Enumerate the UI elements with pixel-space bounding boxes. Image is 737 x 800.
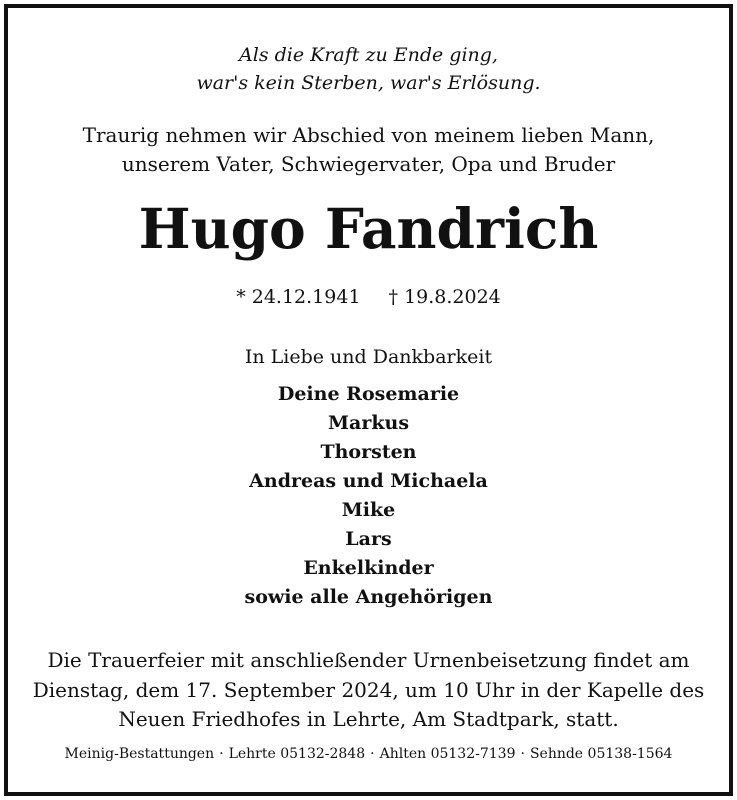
contact-ahlten: Ahlten 05132-7139: [379, 746, 516, 762]
intro-line-1: Traurig nehmen wir Abschied von meinem lieben Mann,: [82, 123, 655, 147]
footer-separator: ·: [370, 746, 375, 762]
death-date: † 19.8.2024: [388, 286, 501, 308]
service-line-2: Dienstag, dem 17. September 2024, um 10 Uhr in der Kapelle des: [32, 678, 705, 702]
funeral-home-name: Meinig-Bestattungen: [64, 746, 215, 762]
life-dates: [8, 286, 729, 308]
mourner-1: Deine Rosemarie: [277, 383, 460, 405]
footer-separator: ·: [219, 746, 224, 762]
verse-line-1: Als die Kraft zu Ende ging,: [239, 44, 498, 66]
mourner-8: sowie alle Angehörigen: [244, 586, 493, 608]
footer-separator: ·: [520, 746, 525, 762]
thanks-line: In Liebe und Dankbarkeit: [244, 346, 493, 368]
mourner-4: Andreas und Michaela: [249, 470, 488, 492]
verse-line-2: war's kein Sterben, war's Erlösung.: [196, 72, 541, 94]
mourner-7: Enkelkinder: [303, 557, 434, 579]
funeral-home-footer: [8, 746, 729, 762]
service-line-3: Neuen Friedhofes in Lehrte, Am Stadtpark, statt.: [118, 707, 619, 731]
mourner-5: Mike: [341, 499, 396, 521]
obituary-frame: [4, 4, 733, 796]
birth-date: * 24.12.1941: [236, 286, 361, 308]
mourner-6: Lars: [345, 528, 392, 550]
contact-sehnde: Sehnde 05138-1564: [529, 746, 673, 762]
service-line-1: Die Trauerfeier mit anschließender Urnenbeisetzung findet am: [47, 648, 690, 672]
intro-line-2: unserem Vater, Schwiegervater, Opa und Bruder: [121, 152, 616, 176]
mourner-3: Thorsten: [320, 441, 417, 463]
mourner-2: Markus: [327, 412, 410, 434]
contact-lehrte: Lehrte 05132-2848: [228, 746, 366, 762]
deceased-name: Hugo Fandrich: [138, 196, 599, 261]
